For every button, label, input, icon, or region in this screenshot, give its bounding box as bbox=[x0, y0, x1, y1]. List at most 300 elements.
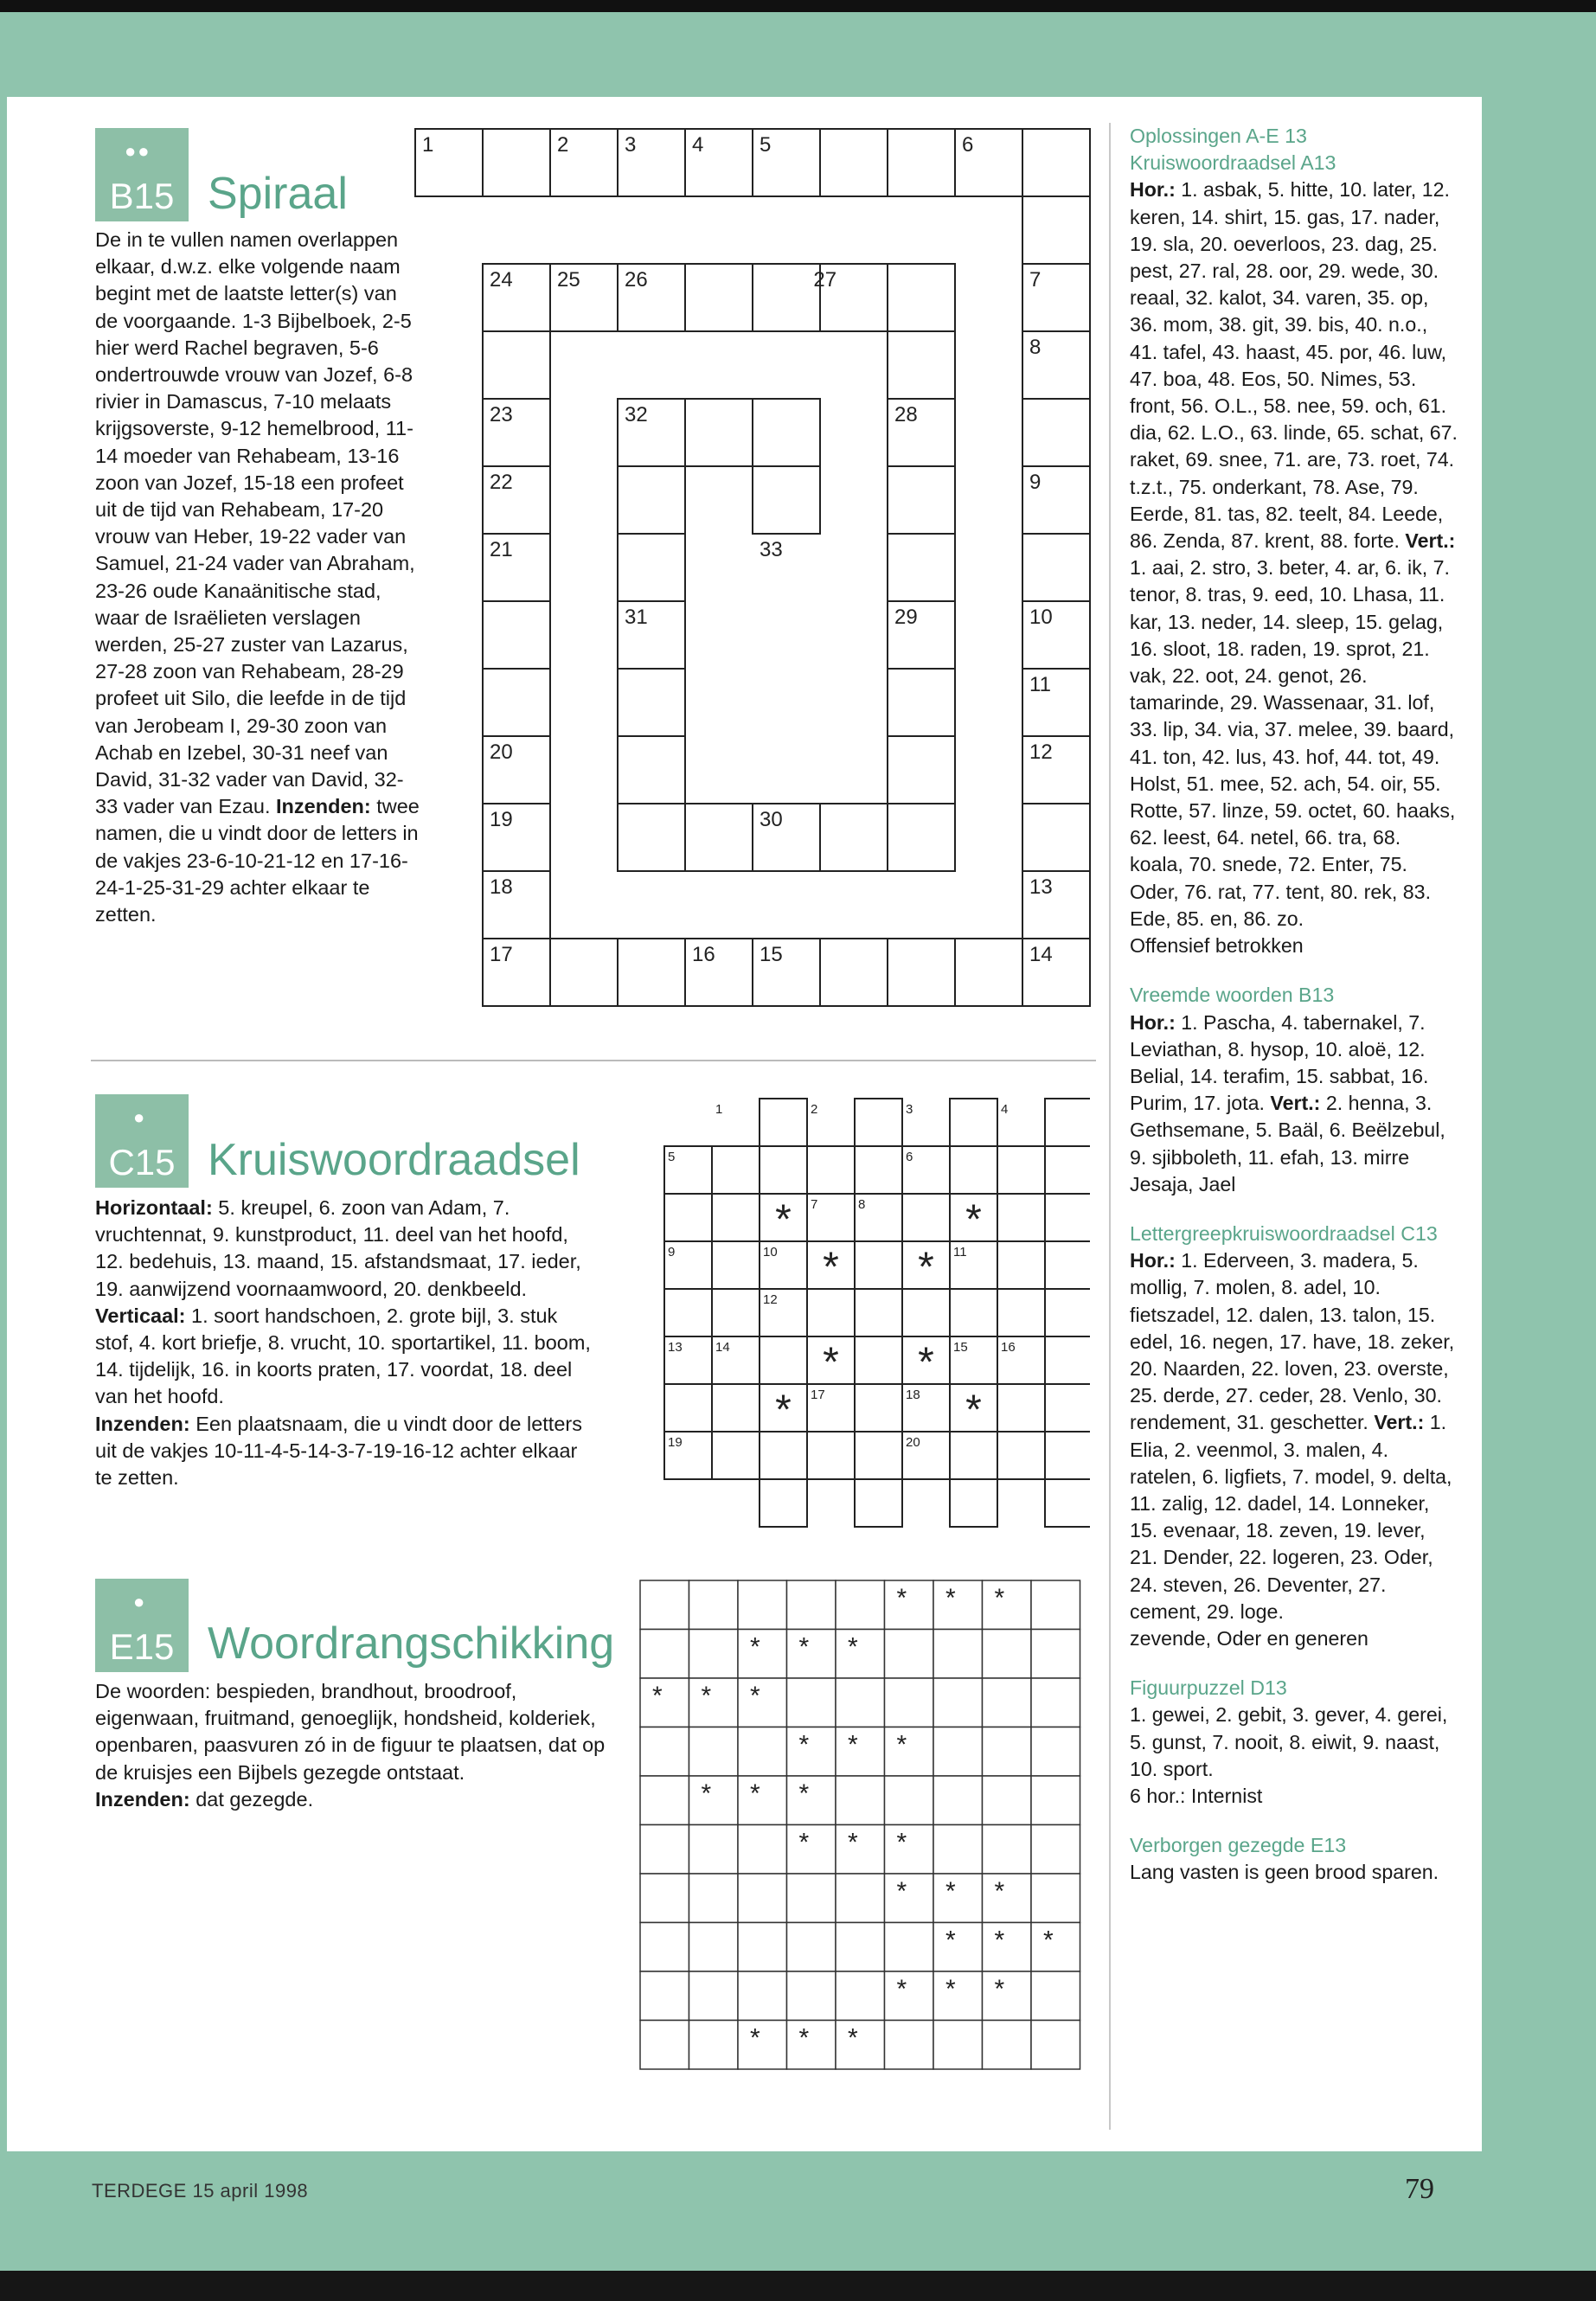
c15-hor-label: Horizontaal: bbox=[95, 1196, 213, 1219]
grid-cell[interactable] bbox=[1031, 2021, 1080, 2070]
grid-cell[interactable] bbox=[955, 939, 1022, 1006]
cell-number: 11 bbox=[953, 1245, 967, 1259]
grid-cell[interactable] bbox=[1022, 129, 1090, 196]
grid-cell[interactable] bbox=[888, 669, 955, 736]
e15-badge bbox=[95, 1579, 189, 1672]
c15-submit-text: Een plaatsnaam, die u vindt door de letters uit de vakjes 10-11-4-5-14-3-7-19-16-12 achter elkaar te zetten. bbox=[95, 1412, 582, 1490]
grid-cell[interactable] bbox=[787, 1923, 836, 1972]
grid-cell[interactable] bbox=[753, 466, 820, 534]
grid-cell[interactable] bbox=[483, 601, 550, 669]
grid-cell[interactable] bbox=[787, 2021, 836, 2070]
b15-badge bbox=[95, 128, 189, 221]
cell-number: 15 bbox=[760, 943, 783, 966]
c15-crossword-grid[interactable] bbox=[657, 1092, 1090, 1533]
grid-cell[interactable] bbox=[1045, 1194, 1090, 1241]
star-cell-marker: * bbox=[750, 1632, 760, 1662]
cell-number: 5 bbox=[668, 1150, 676, 1164]
grid-cell[interactable] bbox=[753, 264, 820, 331]
grid-cell[interactable] bbox=[950, 1099, 997, 1146]
grid-cell[interactable] bbox=[885, 1971, 934, 2021]
grid-cell[interactable] bbox=[888, 264, 955, 331]
grid-cell[interactable] bbox=[855, 1099, 902, 1146]
grid-cell[interactable] bbox=[1031, 1678, 1080, 1727]
star-cell-marker: * bbox=[994, 1975, 1005, 2003]
star-cell-marker: * bbox=[994, 1877, 1005, 1906]
grid-cell[interactable] bbox=[1031, 1727, 1080, 1777]
grid-cell[interactable] bbox=[685, 804, 753, 871]
solution-title: Figuurpuzzel D13 bbox=[1130, 1676, 1287, 1700]
grid-cell[interactable] bbox=[1022, 804, 1090, 871]
solution-answers: 1. Ederveen, 3. madera, 5. mollig, 7. molen, 8. adel, 10. fietszadel, 12. dalen, 13. talon, 15. edel, 16. negen, 17. have, 18. zeker, 20. Naarden, 22. loven, 23. overste, 25. derde, 27. ceder, 28. Venlo, 30. rendement, 31. geschetter. bbox=[1130, 1249, 1455, 1434]
grid-cell[interactable] bbox=[855, 1336, 902, 1384]
grid-cell[interactable] bbox=[836, 1825, 885, 1875]
grid-cell[interactable] bbox=[640, 1727, 689, 1777]
cell-number: 27 bbox=[813, 268, 837, 292]
solution-text bbox=[1130, 176, 1458, 933]
grid-cell[interactable] bbox=[950, 1289, 997, 1336]
cell-number: 32 bbox=[625, 403, 648, 426]
grid-cell[interactable] bbox=[640, 1825, 689, 1875]
grid-cell[interactable] bbox=[933, 1971, 983, 2021]
star-cell-marker: * bbox=[750, 2023, 760, 2053]
star-cell-marker: * bbox=[994, 1584, 1005, 1612]
grid-cell[interactable] bbox=[885, 1776, 934, 1825]
star-cell-marker: * bbox=[798, 1730, 810, 1759]
cell-number: 9 bbox=[668, 1245, 676, 1259]
grid-cell[interactable] bbox=[640, 1580, 689, 1630]
grid-cell[interactable] bbox=[483, 129, 550, 196]
star-cell-marker: * bbox=[848, 1828, 858, 1857]
cell-number: 9 bbox=[1029, 471, 1042, 494]
grid-cell[interactable] bbox=[997, 1194, 1045, 1241]
grid-cell[interactable] bbox=[664, 1289, 712, 1336]
grid-cell[interactable] bbox=[933, 1630, 983, 1679]
grid-cell[interactable] bbox=[885, 2021, 934, 2070]
top-border bbox=[0, 0, 1596, 12]
grid-cell[interactable] bbox=[787, 1678, 836, 1727]
grid-cell[interactable] bbox=[640, 1923, 689, 1972]
grid-cell[interactable] bbox=[1045, 1099, 1090, 1146]
e15-title: Woordrangschikking bbox=[208, 1618, 615, 1669]
grid-cell[interactable] bbox=[888, 939, 955, 1006]
grid-cell[interactable] bbox=[933, 1874, 983, 1923]
grid-cell[interactable] bbox=[1022, 196, 1090, 264]
cell-number: 6 bbox=[906, 1150, 913, 1164]
grid-cell[interactable] bbox=[787, 1580, 836, 1630]
grid-cell[interactable] bbox=[997, 1289, 1045, 1336]
grid-cell[interactable] bbox=[787, 1874, 836, 1923]
grid-cell[interactable] bbox=[950, 1432, 997, 1479]
solution-extra: 6 hor.: Internist bbox=[1130, 1784, 1263, 1807]
grid-cell[interactable] bbox=[640, 1630, 689, 1679]
solution-title: Vreemde woorden B13 bbox=[1130, 984, 1335, 1007]
grid-cell[interactable] bbox=[640, 1776, 689, 1825]
grid-cell[interactable] bbox=[902, 1289, 950, 1336]
grid-cell[interactable] bbox=[640, 1971, 689, 2021]
grid-cell[interactable] bbox=[836, 1923, 885, 1972]
grid-cell[interactable] bbox=[738, 1678, 787, 1727]
grid-cell[interactable] bbox=[712, 1432, 760, 1479]
grid-cell[interactable] bbox=[855, 1241, 902, 1289]
solution-text bbox=[1130, 1702, 1458, 1783]
cell-number: 26 bbox=[625, 268, 648, 292]
grid-cell[interactable] bbox=[950, 1146, 997, 1194]
solution-text bbox=[1130, 1009, 1458, 1198]
cell-number: 3 bbox=[625, 133, 637, 157]
cell-number: 15 bbox=[953, 1340, 968, 1355]
difficulty-dots: ● bbox=[133, 1106, 147, 1128]
cell-number: 22 bbox=[490, 471, 513, 494]
grid-cell[interactable] bbox=[738, 1630, 787, 1679]
grid-cell[interactable] bbox=[738, 1580, 787, 1630]
solution-answers: 1. asbak, 5. hitte, 10. later, 12. keren, 14. shirt, 15. gas, 17. nader, 19. sla, 20. oeverloos, 23. dag, 25. pest, 27. ral, 28. oor, 29. wede, 30. reaal, 32. kalot, 34. varen, 35. op, 36. mom, 38. git, 39. bis, 40. n.o., 41. tafel, 43. haast, 45. por, 46. luw, 47. boa, 48. Eos, 50. Nimes, 53. front, 56. O.L., 58. nee, 59. och, 61. dia, 62. L.O., 63. linde, 65. schat, 67. raket, 69. snee, 71. are, 73. roet, 74. t.z.t., 75. onderkant, 78. Ase, 79. Eerde, 81. tas, 82. teelt, 84. Leede, 86. Zenda, 87. krent, 88. forte. bbox=[1130, 178, 1458, 553]
grid-cell[interactable] bbox=[1031, 1776, 1080, 1825]
grid-cell[interactable] bbox=[997, 1384, 1045, 1432]
cell-number: 28 bbox=[894, 403, 918, 426]
cell-number: 24 bbox=[490, 268, 513, 292]
grid-cell[interactable] bbox=[855, 1479, 902, 1527]
grid-cell[interactable] bbox=[712, 1194, 760, 1241]
grid-cell[interactable] bbox=[689, 1630, 739, 1679]
grid-cell[interactable] bbox=[689, 1678, 739, 1727]
grid-cell[interactable] bbox=[689, 1874, 739, 1923]
grid-cell[interactable] bbox=[983, 1874, 1032, 1923]
c15-title: Kruiswoordraadsel bbox=[208, 1135, 580, 1185]
solution-section bbox=[1130, 982, 1458, 1198]
star-cell-marker: * bbox=[945, 1926, 956, 1955]
grid-cell[interactable] bbox=[933, 1923, 983, 1972]
grid-cell[interactable] bbox=[787, 1727, 836, 1777]
solution-answers: 1. Pascha, 4. tabernakel, 7. Leviathan, 8. hysop, 10. aloë, 12. Belial, 14. terafim, 15. sabbat, 16. Purim, 17. jota. bbox=[1130, 1010, 1429, 1115]
cell-number: 14 bbox=[1029, 943, 1053, 966]
grid-cell[interactable] bbox=[483, 331, 550, 399]
grid-cell[interactable] bbox=[787, 1971, 836, 2021]
grid-cell[interactable] bbox=[997, 1146, 1045, 1194]
solution-section bbox=[1130, 123, 1458, 959]
grid-cell[interactable] bbox=[983, 1776, 1032, 1825]
cell-number: 30 bbox=[760, 808, 783, 831]
solution-label: Vert.: bbox=[1374, 1411, 1425, 1434]
cell-number: 13 bbox=[1029, 875, 1053, 899]
e15-submit-label: Inzenden: bbox=[95, 1787, 190, 1811]
solutions-column bbox=[1130, 123, 1458, 1909]
cell-number: 31 bbox=[625, 606, 648, 629]
grid-cell[interactable] bbox=[983, 1825, 1032, 1875]
star-cell-marker: * bbox=[798, 1632, 810, 1662]
b15-clues: De in te vullen namen overlappen elkaar, d.w.z. elke volgende naam begint met de laatste letter(s) van de voorgaande. 1-3 Bijbelboek, 2-5 hier werd Rachel begraven, 5-6 ondertrouwde vrouw van Jozef, 6-8 rivier in Damascus, 7-10 melaats krijgsoverste, 9-12 hemelbrood, 11-14 moeder van Rehabeam, 13-16 zoon van Jozef, 15-18 een profeet uit de tijd van Rehabeam, 17-20 vrouw van Heber, 19-22 vader van Samuel, 21-24 vader van Abraham, 23-26 oude Kanaänitische stad, waar de Israëlieten verslagen werden, 25-27 zuster van Lazarus, 27-28 zoon van Rehabeam, 28-29 profeet uit Silo, die leefde in de tijd van Jerobeam I, 29-30 zoon van Achab en Izebel, 30-31 neef van David, 31-32 vader van David, 32-33 vader van Ezau. bbox=[95, 228, 415, 818]
grid-cell[interactable] bbox=[902, 1194, 950, 1241]
cell-number: 25 bbox=[557, 268, 580, 292]
star-cell-marker: * bbox=[945, 1975, 956, 2003]
grid-cell[interactable] bbox=[836, 1678, 885, 1727]
c15-hor-text: 5. kreupel, 6. zoon van Adam, 7. vruchtennat, 9. kunstproduct, 11. deel van het hoofd, 12. bedehuis, 13. maand, 15. afstandsmaat, 17. ieder, 19. aanwijzend voornaamwoord, 20. denkbeeld. bbox=[95, 1196, 581, 1300]
star-cell-marker: * bbox=[965, 1387, 982, 1433]
cell-number: 20 bbox=[906, 1435, 920, 1450]
star-cell-marker: * bbox=[896, 1584, 907, 1612]
grid-cell[interactable] bbox=[836, 1776, 885, 1825]
cell-number: 17 bbox=[490, 943, 513, 966]
star-cell-marker: * bbox=[896, 1877, 907, 1906]
grid-cell[interactable] bbox=[1045, 1384, 1090, 1432]
grid-cell[interactable] bbox=[950, 1479, 997, 1527]
grid-cell[interactable] bbox=[664, 1384, 712, 1432]
b15-spiral-grid[interactable] bbox=[412, 125, 1095, 1025]
grid-cell[interactable] bbox=[807, 1146, 855, 1194]
grid-cell[interactable] bbox=[820, 804, 888, 871]
grid-cell[interactable] bbox=[738, 1727, 787, 1777]
grid-cell[interactable] bbox=[888, 331, 955, 399]
grid-cell[interactable] bbox=[618, 736, 685, 804]
grid-cell[interactable] bbox=[738, 2021, 787, 2070]
grid-cell[interactable] bbox=[836, 1874, 885, 1923]
star-cell-marker: * bbox=[896, 1975, 907, 2003]
cell-number: 19 bbox=[490, 808, 513, 831]
grid-cell[interactable] bbox=[885, 1923, 934, 1972]
grid-cell[interactable] bbox=[760, 1432, 807, 1479]
cell-number: 18 bbox=[490, 875, 513, 899]
grid-cell[interactable] bbox=[760, 1099, 807, 1146]
cell-number: 14 bbox=[715, 1340, 730, 1355]
cell-number: 12 bbox=[763, 1292, 778, 1307]
grid-cell[interactable] bbox=[885, 1825, 934, 1875]
grid-cell[interactable] bbox=[933, 1825, 983, 1875]
grid-cell[interactable] bbox=[689, 2021, 739, 2070]
cell-number: 4 bbox=[1001, 1102, 1009, 1117]
solution-answers: 2. henna, 3. Gethsemane, 5. Baäl, 6. Beëlzebul, 9. sjibboleth, 11. efah, 13. mirre Jesaja, Jael bbox=[1130, 1092, 1445, 1195]
puzzle-code: C15 bbox=[108, 1142, 176, 1183]
cell-number: 3 bbox=[906, 1102, 913, 1117]
grid-cell[interactable] bbox=[820, 129, 888, 196]
grid-cell[interactable] bbox=[712, 1289, 760, 1336]
solution-answers: 1. gewei, 2. gebit, 3. gever, 4. gerei, 5. gunst, 7. nooit, 8. eiwit, 9. naast, 10. sport. bbox=[1130, 1703, 1448, 1780]
e15-instructions bbox=[95, 1678, 606, 1813]
b15-instructions bbox=[95, 227, 422, 928]
cell-number: 33 bbox=[760, 538, 783, 561]
difficulty-dots: ● bbox=[133, 1591, 147, 1612]
solution-section bbox=[1130, 1832, 1458, 1886]
grid-cell[interactable] bbox=[760, 1336, 807, 1384]
cell-number: 2 bbox=[557, 133, 569, 157]
grid-cell[interactable] bbox=[1031, 1874, 1080, 1923]
cell-number: 29 bbox=[894, 606, 918, 629]
solution-extra: zevende, Oder en generen bbox=[1130, 1626, 1368, 1650]
cell-number: 1 bbox=[422, 133, 434, 157]
grid-cell[interactable] bbox=[738, 1923, 787, 1972]
c15-instructions bbox=[95, 1195, 597, 1491]
grid-cell[interactable] bbox=[983, 1678, 1032, 1727]
cell-number: 7 bbox=[811, 1197, 818, 1212]
solution-extra: Offensief betrokken bbox=[1130, 934, 1304, 958]
grid-cell[interactable] bbox=[933, 1678, 983, 1727]
solution-section bbox=[1130, 1675, 1458, 1810]
grid-cell[interactable] bbox=[1031, 1923, 1080, 1972]
star-cell-marker: * bbox=[1043, 1926, 1054, 1955]
grid-cell[interactable] bbox=[1031, 1630, 1080, 1679]
grid-cell[interactable] bbox=[753, 399, 820, 466]
grid-cell[interactable] bbox=[483, 669, 550, 736]
e15-word-grid[interactable] bbox=[638, 1579, 1088, 2076]
section-divider bbox=[91, 1060, 1096, 1061]
footer-magazine: TERDEGE 15 april 1998 bbox=[92, 2180, 309, 2202]
grid-cell[interactable] bbox=[689, 1923, 739, 1972]
grid-cell[interactable] bbox=[689, 1825, 739, 1875]
star-cell-marker: * bbox=[701, 1779, 712, 1808]
grid-cell[interactable] bbox=[888, 804, 955, 871]
grid-cell[interactable] bbox=[618, 939, 685, 1006]
grid-cell[interactable] bbox=[885, 1727, 934, 1777]
grid-cell[interactable] bbox=[1045, 1289, 1090, 1336]
cell-number: 23 bbox=[490, 403, 513, 426]
solution-label: Hor.: bbox=[1130, 178, 1176, 202]
grid-cell[interactable] bbox=[689, 1580, 739, 1630]
grid-cell[interactable] bbox=[664, 1194, 712, 1241]
grid-cell[interactable] bbox=[1031, 1971, 1080, 2021]
cell-number: 12 bbox=[1029, 740, 1053, 764]
grid-cell[interactable] bbox=[689, 1971, 739, 2021]
e15-text: De woorden: bespieden, brandhout, broodroof, eigenwaan, fruitmand, genoeglijk, hondsheid, kolderiek, openbaren, paasvuren zó in de figuur te plaatsen, dat op de kruisjes een Bijbels gezegde ontstaat. bbox=[95, 1680, 606, 1784]
cell-number: 5 bbox=[760, 133, 772, 157]
column-divider bbox=[1109, 123, 1111, 2130]
solution-title: Lettergreepkruiswoordraadsel C13 bbox=[1130, 1221, 1438, 1245]
grid-cell[interactable] bbox=[787, 1630, 836, 1679]
b15-submit-text: twee namen, die u vindt door de letters in de vakjes 23-6-10-21-12 en 17-16-24-1-25-31-29 achter elkaar te zetten. bbox=[95, 795, 420, 926]
star-cell-marker: * bbox=[994, 1926, 1005, 1955]
grid-cell[interactable] bbox=[685, 264, 753, 331]
cell-number: 8 bbox=[1029, 336, 1042, 359]
solution-text bbox=[1130, 1859, 1458, 1886]
star-cell-marker: * bbox=[896, 1828, 907, 1857]
star-cell-marker: * bbox=[798, 1779, 810, 1808]
cell-number: 13 bbox=[668, 1340, 683, 1355]
star-cell-marker: * bbox=[798, 1828, 810, 1857]
grid-cell[interactable] bbox=[1022, 534, 1090, 601]
grid-cell[interactable] bbox=[983, 1971, 1032, 2021]
grid-cell[interactable] bbox=[787, 1825, 836, 1875]
grid-cell[interactable] bbox=[983, 1630, 1032, 1679]
grid-cell[interactable] bbox=[618, 466, 685, 534]
cell-number: 11 bbox=[1029, 673, 1051, 696]
grid-cell[interactable] bbox=[807, 1289, 855, 1336]
solution-label: Hor.: bbox=[1130, 1249, 1176, 1272]
solution-text bbox=[1130, 1247, 1458, 1625]
grid-cell[interactable] bbox=[888, 129, 955, 196]
grid-cell[interactable] bbox=[1045, 1146, 1090, 1194]
grid-cell[interactable] bbox=[712, 1241, 760, 1289]
grid-cell[interactable] bbox=[760, 1146, 807, 1194]
grid-cell[interactable] bbox=[1031, 1825, 1080, 1875]
grid-cell[interactable] bbox=[712, 1146, 760, 1194]
cell-number: 7 bbox=[1029, 268, 1042, 292]
grid-cell[interactable] bbox=[836, 1971, 885, 2021]
grid-cell[interactable] bbox=[836, 1630, 885, 1679]
bottom-border bbox=[0, 2271, 1596, 2301]
grid-cell[interactable] bbox=[820, 939, 888, 1006]
difficulty-dots: ●● bbox=[125, 140, 151, 162]
grid-cell[interactable] bbox=[618, 804, 685, 871]
solution-label: Hor.: bbox=[1130, 1010, 1176, 1034]
grid-cell[interactable] bbox=[807, 1432, 855, 1479]
grid-cell[interactable] bbox=[933, 1727, 983, 1777]
grid-cell[interactable] bbox=[997, 1241, 1045, 1289]
grid-cell[interactable] bbox=[983, 1727, 1032, 1777]
star-cell-marker: * bbox=[918, 1339, 934, 1386]
grid-cell[interactable] bbox=[983, 2021, 1032, 2070]
b15-title: Spiraal bbox=[208, 169, 348, 219]
grid-cell[interactable] bbox=[885, 1678, 934, 1727]
grid-cell[interactable] bbox=[933, 2021, 983, 2070]
grid-cell[interactable] bbox=[738, 1825, 787, 1875]
star-cell-marker: * bbox=[775, 1196, 792, 1243]
grid-cell[interactable] bbox=[640, 1678, 689, 1727]
grid-cell[interactable] bbox=[836, 2021, 885, 2070]
grid-cell[interactable] bbox=[885, 1630, 934, 1679]
star-cell-marker: * bbox=[848, 2023, 858, 2053]
grid-cell[interactable] bbox=[836, 1580, 885, 1630]
c15-submit-label: Inzenden: bbox=[95, 1412, 190, 1435]
grid-cell[interactable] bbox=[983, 1923, 1032, 1972]
b15-submit-label: Inzenden: bbox=[276, 795, 371, 818]
grid-cell[interactable] bbox=[855, 1289, 902, 1336]
grid-cell[interactable] bbox=[1045, 1241, 1090, 1289]
grid-cell[interactable] bbox=[983, 1580, 1032, 1630]
grid-cell[interactable] bbox=[933, 1580, 983, 1630]
solution-title: Verborgen gezegde E13 bbox=[1130, 1834, 1347, 1857]
grid-cell[interactable] bbox=[689, 1776, 739, 1825]
puzzle-code: B15 bbox=[109, 176, 175, 216]
grid-cell[interactable] bbox=[738, 1971, 787, 2021]
solution-answers: 1. aai, 2. stro, 3. beter, 4. ar, 6. ik, 7. tenor, 8. tras, 9. eed, 10. Lhasa, 11. kar, 13. neder, 14. sleep, 15. gelag, 16. sloot, 18. raden, 19. sprot, 21. vak, 22. oot, 24. genot, 26. tamarinde, 29. Wassenaar, 31. lof, 33. lip, 34. via, 37. melee, 39. baard, 41. ton, 42. lus, 43. hof, 44. tot, 49. Holst, 51. mee, 52. ach, 54. oir, 55. Rotte, 57. linze, 59. octet, 60. haaks, 62. leest, 64. netel, 66. tra, 68. koala, 70. snede, 72. Enter, 75. Oder, 76. rat, 77. tent, 80. rek, 83. Ede, 85. en, 86. zo. bbox=[1130, 556, 1456, 930]
grid-cell[interactable] bbox=[685, 399, 753, 466]
grid-cell[interactable] bbox=[738, 1874, 787, 1923]
grid-cell[interactable] bbox=[1022, 399, 1090, 466]
grid-cell[interactable] bbox=[888, 534, 955, 601]
cell-number: 2 bbox=[811, 1102, 818, 1117]
grid-cell[interactable] bbox=[618, 669, 685, 736]
grid-cell[interactable] bbox=[1031, 1580, 1080, 1630]
grid-cell[interactable] bbox=[855, 1384, 902, 1432]
grid-cell[interactable] bbox=[1045, 1432, 1090, 1479]
grid-cell[interactable] bbox=[885, 1874, 934, 1923]
c15-vert-text: 1. soort handschoen, 2. grote bijl, 3. stuk stof, 4. kort briefje, 8. vrucht, 10. sportartikel, 11. boom, 14. tijdelijk, 16. in koorts praten, 17. voordat, 18. deel van het hoofd. bbox=[95, 1304, 591, 1408]
grid-cell[interactable] bbox=[640, 1874, 689, 1923]
grid-cell[interactable] bbox=[1045, 1336, 1090, 1384]
grid-cell[interactable] bbox=[712, 1384, 760, 1432]
grid-cell[interactable] bbox=[885, 1580, 934, 1630]
grid-cell[interactable] bbox=[738, 1776, 787, 1825]
grid-cell[interactable] bbox=[787, 1776, 836, 1825]
grid-cell[interactable] bbox=[760, 1479, 807, 1527]
grid-cell[interactable] bbox=[1045, 1479, 1090, 1527]
grid-cell[interactable] bbox=[689, 1727, 739, 1777]
grid-cell[interactable] bbox=[888, 466, 955, 534]
cell-number: 6 bbox=[962, 133, 974, 157]
solution-title: Oplossingen A-E 13 bbox=[1130, 125, 1307, 147]
cell-number: 20 bbox=[490, 740, 513, 764]
star-cell-marker: * bbox=[945, 1584, 956, 1612]
grid-cell[interactable] bbox=[997, 1432, 1045, 1479]
grid-cell[interactable] bbox=[888, 736, 955, 804]
page-number: 79 bbox=[1405, 2173, 1434, 2205]
grid-cell[interactable] bbox=[550, 939, 618, 1006]
cell-number: 19 bbox=[668, 1435, 683, 1450]
grid-cell[interactable] bbox=[640, 2021, 689, 2070]
solution-section bbox=[1130, 1221, 1458, 1652]
solution-answers: Lang vasten is geen brood sparen. bbox=[1130, 1861, 1439, 1884]
cell-number: 4 bbox=[692, 133, 704, 157]
grid-cell[interactable] bbox=[933, 1776, 983, 1825]
grid-cell[interactable] bbox=[618, 534, 685, 601]
grid-cell[interactable] bbox=[836, 1727, 885, 1777]
